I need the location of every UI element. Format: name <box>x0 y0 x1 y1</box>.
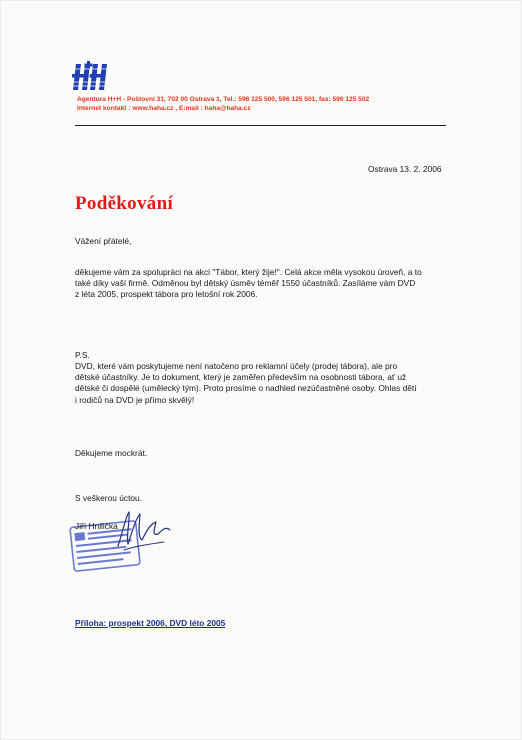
attachment-note: Příloha: prospekt 2006, DVD léto 2005 <box>75 618 226 628</box>
greeting: Vážení přátelé, <box>75 236 132 246</box>
body-line: děkujeme vám za spolupráci na akci "Tábor, který žije!". Celá akce měla vysokou úroveň, a to <box>75 267 422 277</box>
company-stamp-with-signature <box>66 506 178 578</box>
thanks-line: Děkujeme mockrát. <box>75 448 148 458</box>
body-line: z léta 2005, prospekt tábora pro letošní rok 2006. <box>75 289 258 300</box>
letter-date: Ostrava 13. 2. 2006 <box>368 164 442 174</box>
header-divider <box>75 125 446 126</box>
closing-line: S veškerou úctou. <box>75 493 143 503</box>
letter-title: Poděkování <box>75 193 174 214</box>
ps-line: dětské či dospělé (umělecký tým). Proto prosíme o nadhled nezúčastněné osoby. Ohlas dětí <box>75 383 417 394</box>
body-line: také díky vaší firmě. Odměnou byl dětský úsměv téměř 1550 účastníků. Zasíláme vám DVD <box>75 278 416 289</box>
contact-line: Internet kontakt : www.haha.cz , E:mail : haha@haha.cz <box>77 104 251 112</box>
signer-name: Jiří Hnilička <box>75 521 118 531</box>
address-line: Agentura H+H - Poštovní 31, 702 00 Ostrava 1, Tel.: 596 125 500, 596 125 501, fax: 596 125 502 <box>77 96 370 103</box>
ps-line: DVD, které vám poskytujeme není natočeno pro reklamní účely (prodej tábora), ale pro <box>75 361 398 371</box>
letter-body <box>75 267 422 301</box>
ps-line: i rodičů na DVD je přímo skvělý! <box>75 394 195 405</box>
ps-label: P.S. <box>75 350 90 360</box>
ps-line: dětské účastníky. Je to dokument, který je zaměřen především na osobnosti tábora, ať už <box>75 372 407 383</box>
hh-logo <box>72 60 110 92</box>
letterhead-address <box>77 96 497 113</box>
postscript <box>75 361 417 406</box>
